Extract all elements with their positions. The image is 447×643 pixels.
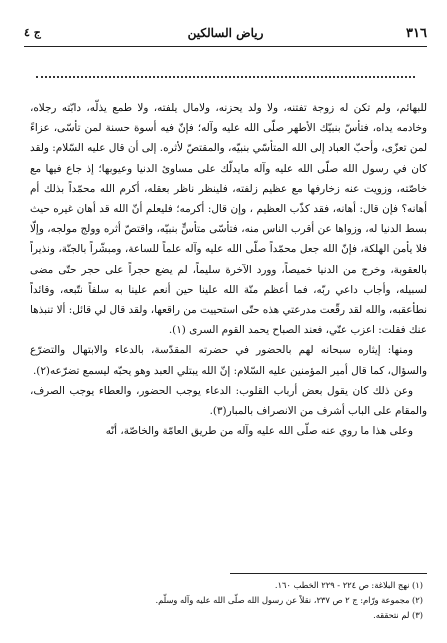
book-title: رياض السالكين: [187, 26, 264, 40]
header-rule: [24, 46, 427, 47]
footnote: (٣) لم نتحققه.: [373, 610, 423, 620]
paragraph: وعلى هذا ما روي عنه صلّى الله عليه وآله من طريق العامّة والخاصّة، أنّه: [105, 425, 413, 438]
footnote-rule: [230, 573, 427, 574]
main-text: [30, 98, 427, 441]
footnotes: [30, 578, 423, 623]
footnote: (١) نهج البلاغة: ص ٢٢٤ - ٢٢٩ الخطب ١٦٠.: [274, 580, 423, 590]
paragraph: ومنها: إيثاره سبحانه لهم بالحضور في حضرته المقدّسة، بالدعاء والابتهال والتضرّع والسؤال، كما قال أمير المؤمنين عليه السّلام: إنّ الله يبتلي العبد وهو يحبّه ليسمع تضرّعه(٢).: [30, 344, 427, 377]
running-header: [24, 26, 427, 44]
paragraph: وعن ذلك كان يقول بعض أرباب القلوب: الدعاء يوجب الحضور، والعطاء يوجب الصرف، والمقام على الباب أشرف من الانصراف بالمبار(٣).: [30, 384, 427, 418]
paragraph: للبهائم، ولم تكن له زوجة تفتنه، ولا ولد يحزنه، ولامال يلفته، ولا طمع يذلّه، دابّته رجلاه، وخادمه يداه، فتأسّ بنبيّك الأطهر صلّى الله عليه وآله؛ فإنّ فيه أسوة حسنة لمن تأسّى، عزاءً لمن تعزّى، وأحبّ العباد إلى الله المتأسّي بنبيّه، والمقتصّ لأثره. إلى أن قال عليه السّلام: ولقد كان في رسول الله صلّى الله عليه وآله مايدلّك على مساوئ الدنيا وعيوبها؛ إذ جاع فيها مع خاصّته، وزويت عنه زخارفها مع عظيم زلفته، فلينظر ناظر بعقله، أكرم الله محمّداً بذلك أم أهانه؟ فإن قال: أهانه، فقد كذّب العظيم ، وإن قال: أكرمه؛ فليعلم أنّ الله قد أهان غيره حيث بسط الدنيا له، وزواها عن أقرب الناس منه، فتأسّى متأسٍّ بنبيّه، واقتصّ أثره وولج مولجه، وإلّا فلا يأمن الهلكة، فإنّ الله جعل محمّداً صلّى الله عليه وآله علماً للساعة، ومبشّراً بالجنّة، ونذيراً بالعقوبة، وخرج من الدنيا خميصاً، وورد الآخرة سليماً، لم يضع حجراً على حجر حتّى مضى لسبيله، وأجاب داعي ربّه، فما أعظم منّة الله علينا حين أنعم علينا به سلفاً نتّبعه، وقائداً نطأعقبه، والله لقد رقّعت مدرعتي هذه حتّى استحييت من راقعها، ولقد قال لي قائل: ألا تنبذها عنك فقلت: اعزب عنّي، فعند الصباح يحمد القوم السرى (١).: [30, 102, 427, 337]
page-number: ٣١٦: [406, 26, 427, 41]
dotted-separator: [36, 64, 415, 78]
footnote: (٢) مجموعة ورّام: ج ٢ ص ٢٣٧، نقلاً عن رسول الله صلّى الله عليه وآله وسلّم.: [155, 595, 423, 605]
volume-label: ج ٤: [24, 26, 41, 39]
